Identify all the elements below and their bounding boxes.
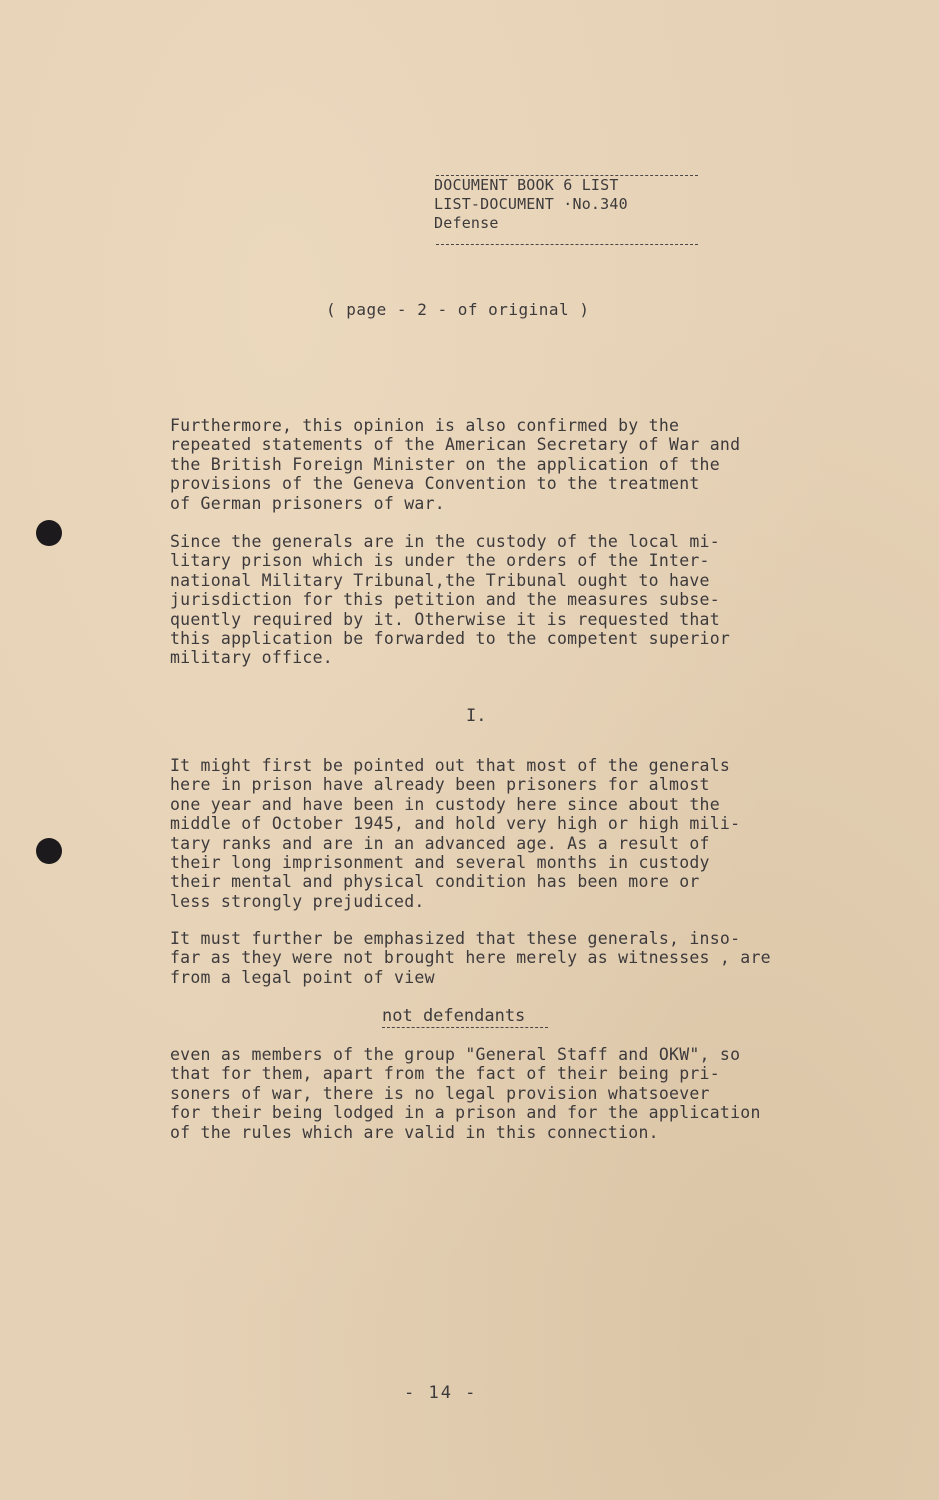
punch-hole-bottom bbox=[36, 838, 62, 864]
header-line-2: LIST-DOCUMENT ·No.340 bbox=[434, 195, 628, 213]
header-bottom-rule bbox=[436, 244, 698, 245]
page-number: - 14 - bbox=[404, 1383, 478, 1403]
paragraph-5: even as members of the group "General Staff and OKW", so that for them, apart from the fact of their being pri- soners of war, there is no legal provision whatsoever for their being lodged in a prison and for the application of the rules which are valid in this connection. bbox=[170, 1045, 761, 1142]
section-number: I. bbox=[466, 706, 487, 726]
emphasis-underline bbox=[382, 1027, 548, 1028]
header-line-3: Defense bbox=[434, 214, 499, 232]
paragraph-4: It must further be emphasized that these generals, inso- far as they were not brought here merely as witnesses , are from a legal point of view bbox=[170, 929, 771, 987]
punch-hole-top bbox=[36, 520, 62, 546]
original-page-reference: ( page - 2 - of original ) bbox=[326, 300, 590, 319]
emphasis-text: not defendants bbox=[382, 1006, 526, 1026]
paragraph-2: Since the generals are in the custody of the local mi- litary prison which is under the orders of the Inter- national Military Tribunal,the Tribunal ought to have jurisdiction for this petition and the measures subse- quently required by it. Otherwise it is requested that this application be forwarded to the competent superior military office. bbox=[170, 532, 731, 668]
header-line-1: DOCUMENT BOOK 6 LIST bbox=[434, 176, 619, 194]
paragraph-1: Furthermore, this opinion is also confirmed by the repeated statements of the American Secretary of War and the British Foreign Minister on the application of the provisions of the Geneva Convention to the treatment of German prisoners of war. bbox=[170, 416, 741, 513]
document-header bbox=[434, 176, 628, 233]
paragraph-3: It might first be pointed out that most of the generals here in prison have already been prisoners for almost one year and have been in custody here since about the middle of October 1945, and hold very high or high mili- tary ranks and are in an advanced age. As a result of their long imprisonment and several months in custody their mental and physical condition has been more or less strongly prejudiced. bbox=[170, 756, 741, 911]
